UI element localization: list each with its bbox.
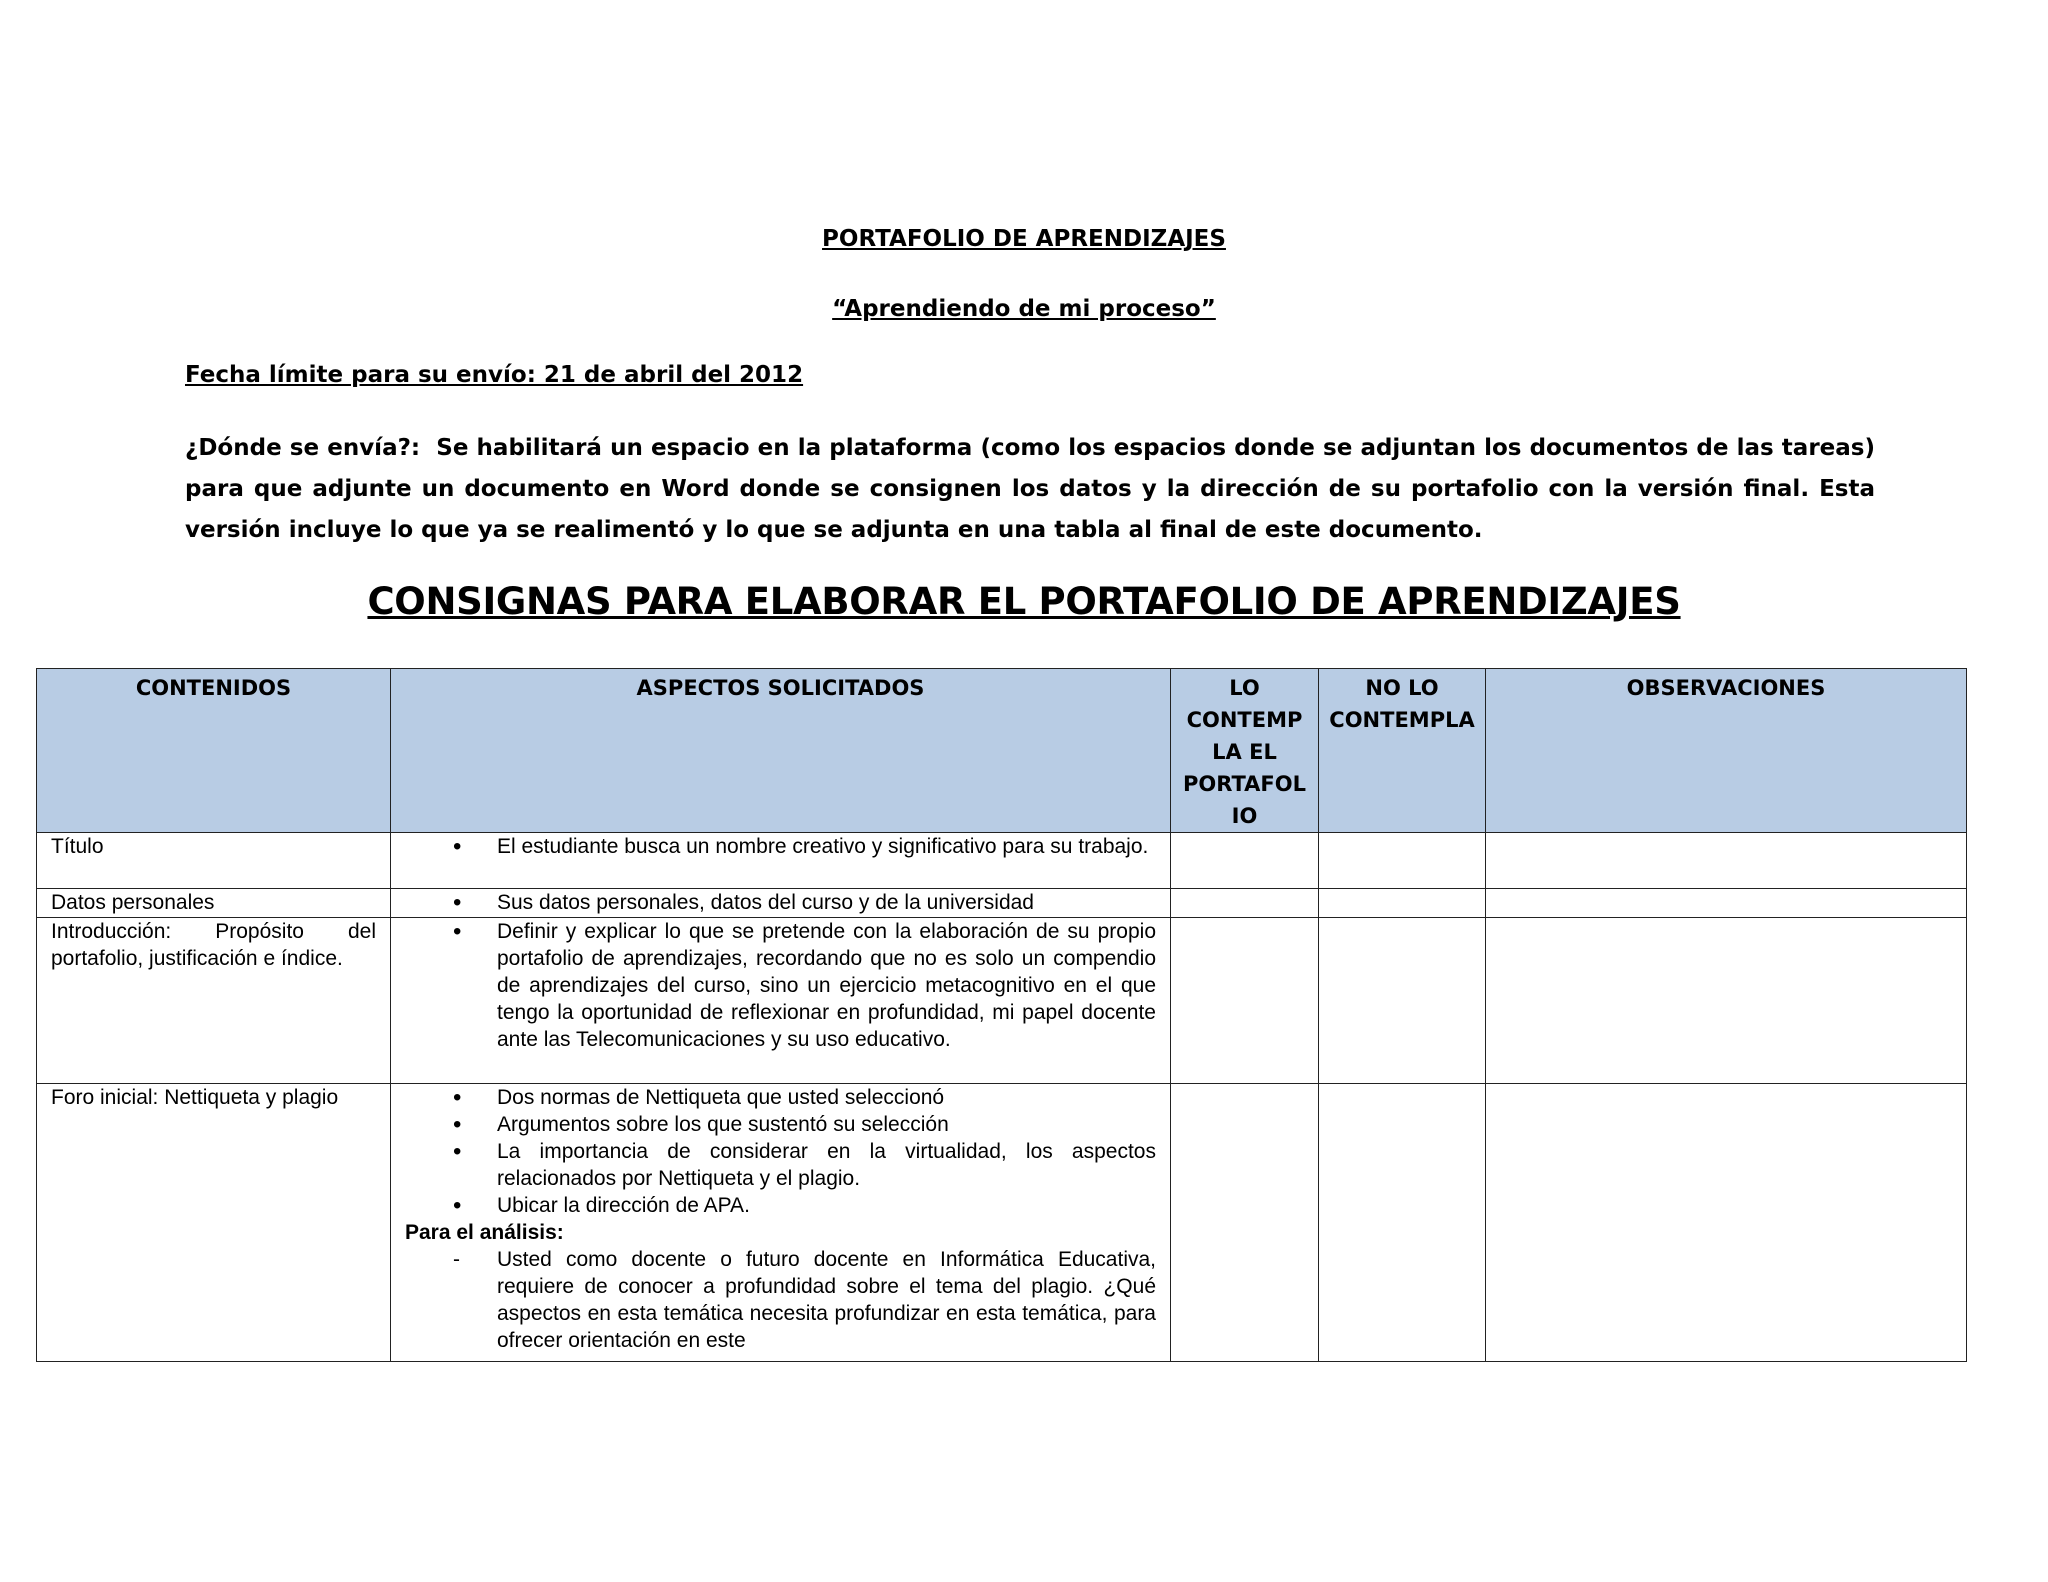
aspects-cell xyxy=(391,1084,1171,1362)
content-cell: Introducción: Propósito del portafolio, justificación e índice. xyxy=(37,918,391,1084)
content-cell: Título xyxy=(37,833,391,889)
column-header-aspectos: ASPECTOS SOLICITADOS xyxy=(391,669,1171,833)
lo-contempla-cell[interactable] xyxy=(1171,889,1319,918)
analysis-item: - Usted como docente o futuro docente en Informática Educativa, requiere de conocer a profundidad sobre el tema del plagio. ¿Qué aspectos en esta temática necesita profundizar en esta temática, para ofrecer orientación en este xyxy=(405,1246,1156,1354)
no-lo-contempla-cell[interactable] xyxy=(1319,1084,1486,1362)
page-title: PORTAFOLIO DE APRENDIZAJES xyxy=(822,226,1226,252)
column-header-contenidos: CONTENIDOS xyxy=(37,669,391,833)
main-heading: CONSIGNAS PARA ELABORAR EL PORTAFOLIO DE APRENDIZAJES xyxy=(367,580,1681,623)
analysis-label: Para el análisis: xyxy=(405,1221,564,1244)
no-lo-contempla-cell[interactable] xyxy=(1319,833,1486,889)
table-row xyxy=(37,1084,1967,1362)
column-header-observaciones: OBSERVACIONES xyxy=(1486,669,1967,833)
column-header-lo-contempla: LO CONTEMP LA EL PORTAFOL IO xyxy=(1171,669,1319,833)
observaciones-cell[interactable] xyxy=(1486,1084,1967,1362)
table-header-row xyxy=(37,669,1967,833)
aspect-item: • La importancia de considerar en la virtualidad, los aspectos relacionados por Nettiqueta y el plagio. xyxy=(405,1138,1156,1192)
submission-info xyxy=(185,428,1875,551)
aspect-item: • Sus datos personales, datos del curso y de la universidad xyxy=(405,889,1156,916)
column-header-no-lo-contempla: NO LO CONTEMPLA xyxy=(1319,669,1486,833)
deadline: Fecha límite para su envío: 21 de abril del 2012 xyxy=(185,362,804,388)
submission-label: ¿Dónde se envía?: xyxy=(185,435,421,461)
aspects-cell xyxy=(391,918,1171,1084)
lo-contempla-cell[interactable] xyxy=(1171,1084,1319,1362)
lo-contempla-cell[interactable] xyxy=(1171,833,1319,889)
observaciones-cell[interactable] xyxy=(1486,918,1967,1084)
aspects-cell xyxy=(391,889,1171,918)
aspects-cell xyxy=(391,833,1171,889)
lo-contempla-cell[interactable] xyxy=(1171,918,1319,1084)
observaciones-cell[interactable] xyxy=(1486,889,1967,918)
submission-text: Se habilitará un espacio en la plataforma (como los espacios donde se adjuntan los documentos de las tareas) para que adjunte un documento en Word donde se consignen los datos y la dirección de su portafolio con la versión final. Esta versión incluye lo que ya se realimentó y lo que se adjunta en una tabla al final de este documento. xyxy=(185,435,1875,543)
page-subtitle: “Aprendiendo de mi proceso” xyxy=(832,296,1216,322)
observaciones-cell[interactable] xyxy=(1486,833,1967,889)
aspect-item: • El estudiante busca un nombre creativo y significativo para su trabajo. xyxy=(405,833,1156,860)
consignas-table xyxy=(36,668,1967,1362)
aspect-item: • Definir y explicar lo que se pretende con la elaboración de su propio portafolio de aprendizajes, recordando que no es solo un compendio de aprendizajes del curso, sino un ejercicio metacognitivo en el que tengo la oportunidad de reflexionar en profundidad, mi papel docente ante las Telecomunicaciones y su uso educativo. xyxy=(405,918,1156,1053)
table-row xyxy=(37,833,1967,889)
aspect-item: • Dos normas de Nettiqueta que usted seleccionó xyxy=(405,1084,1156,1111)
table-row xyxy=(37,918,1967,1084)
aspect-item: • Argumentos sobre los que sustentó su selección xyxy=(405,1111,1156,1138)
no-lo-contempla-cell[interactable] xyxy=(1319,889,1486,918)
table-row xyxy=(37,889,1967,918)
aspect-item: • Ubicar la dirección de APA. xyxy=(405,1192,1156,1219)
no-lo-contempla-cell[interactable] xyxy=(1319,918,1486,1084)
content-cell: Datos personales xyxy=(37,889,391,918)
content-cell: Foro inicial: Nettiqueta y plagio xyxy=(37,1084,391,1362)
